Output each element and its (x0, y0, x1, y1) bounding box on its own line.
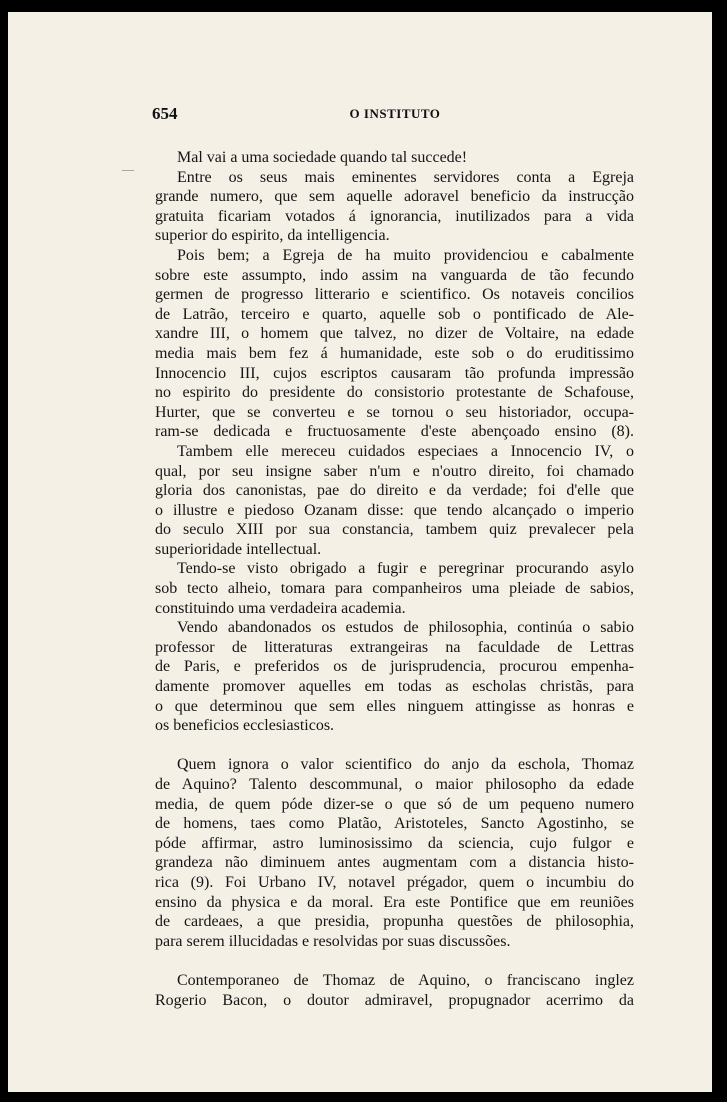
paragraph-gap (155, 736, 634, 756)
text-line: ram-se dedicada e fructuosamente d'este abençoado ensino (8). (155, 423, 634, 441)
text-line: o illustre e piedoso Ozanam disse: que tendo alcançado o imperio (155, 501, 634, 519)
text-line: grande numero, que sem aquelle adoravel beneficio da instrucção (155, 188, 634, 206)
text-line: superioridade intellectual. (155, 540, 322, 558)
text-line: Quem ignora o valor scientifico do anjo da eschola, Thomaz (177, 756, 634, 774)
text-line: para serem illucidadas e resolvidas por suas discussões. (155, 932, 511, 950)
paragraph-gap (155, 951, 634, 971)
text-line: constituindo uma verdadeira academia. (155, 599, 406, 617)
text-line: gloria dos canonistas, pae do direito e da verdade; foi d'elle que (155, 482, 634, 500)
text-line: o que determinou que sem elles ninguem attingisse as honras e (155, 697, 634, 715)
body-text (155, 148, 634, 1010)
page-number: 654 (152, 104, 178, 123)
paragraph (155, 168, 634, 246)
text-line: media mais bem fez á humanidade, este sob o do eruditissimo (155, 344, 634, 362)
paragraph (155, 971, 634, 1010)
text-line: germen de progresso litterario e scientifico. Os notaveis concilios (155, 286, 634, 304)
text-line: de homens, taes como Platão, Aristoteles, Sancto Agostinho, se (155, 815, 634, 833)
text-line: póde affirmar, astro luminosissimo da sciencia, cujo fulgor e (155, 834, 634, 852)
paragraph (155, 442, 634, 560)
text-line: Rogerio Bacon, o doutor admiravel, propugnador acerrimo da (155, 991, 634, 1009)
text-line: Vendo abandonados os estudos de philosophia, continúa o sabio (177, 619, 634, 637)
text-line: Hurter, que se converteu e se tornou o seu historiador, occupa- (155, 403, 634, 421)
text-line: do seculo XIII por sua constancia, tambem quiz prevalecer pela (155, 521, 634, 539)
text-line: de Latrão, terceiro e quarto, aquelle sob o pontificado de Ale- (155, 305, 634, 323)
text-line: de cardeaes, a que presidia, propunha questões de philosophia, (155, 913, 634, 931)
paragraph (155, 618, 634, 736)
text-line: Tendo-se visto obrigado a fugir e peregrinar procurando asylo (177, 560, 634, 578)
text-line: media, de quem póde dizer-se o que só de um pequeno numero (155, 795, 634, 813)
paragraph (155, 246, 634, 442)
text-line: Innocencio III, cujos escriptos causaram tão profunda impressão (155, 364, 634, 382)
text-line: rica (9). Foi Urbano IV, notavel prégador, quem o incumbiu do (155, 873, 634, 891)
text-line: Contemporaneo de Thomaz de Aquino, o franciscano inglez (177, 971, 634, 989)
text-line: gratuita ficariam votados á ignorancia, inutilizados para a vida (155, 207, 634, 225)
text-line: Mal vai a uma sociedade quando tal succede! (177, 149, 468, 166)
text-line: Entre os seus mais eminentes servidores conta a Egreja (177, 168, 634, 186)
text-line: ensino da physica e da moral. Era este Pontifice que em reuniões (155, 893, 634, 911)
margin-mark: — (122, 162, 134, 176)
text-line: superior do espirito, da intelligencia. (155, 227, 390, 245)
paragraph (155, 148, 634, 168)
text-line: qual, por seu insigne saber n'um e n'outro direito, foi chamado (155, 462, 634, 480)
paragraph (155, 559, 634, 618)
text-line: sob tecto alheio, tomara para companheiros uma pleiade de sabios, (155, 580, 634, 598)
text-line: Tambem elle mereceu cuidados especiaes a Innocencio IV, o (177, 442, 634, 460)
text-line: Pois bem; a Egreja de ha muito providenciou e cabalmente (177, 246, 634, 264)
page-header (152, 104, 638, 128)
text-line: xandre III, o homem que talvez, no dizer de Voltaire, na edade (155, 325, 634, 343)
text-line: damente promover aquelles em todas as escholas christãs, para (155, 678, 634, 696)
book-page (8, 12, 712, 1092)
text-line: grandeza não diminuem antes augmentam com a distancia histo- (155, 854, 634, 872)
text-line: no espirito do presidente do consistorio protestante de Schafouse, (155, 384, 634, 402)
running-title: O INSTITUTO (349, 106, 441, 121)
text-line: sobre este assumpto, indo assim na vanguarda de tão fecundo (155, 266, 634, 284)
text-line: de Paris, e preferidos os de jurisprudencia, procurou empenha- (155, 658, 634, 676)
text-line: de Aquino? Talento descommunal, o maior philosopho da edade (155, 776, 634, 793)
text-line: professor de litteraturas extrangeiras na faculdade de Lettras (155, 638, 634, 656)
paragraph (155, 755, 634, 951)
text-line: os beneficios ecclesiasticos. (155, 717, 335, 735)
